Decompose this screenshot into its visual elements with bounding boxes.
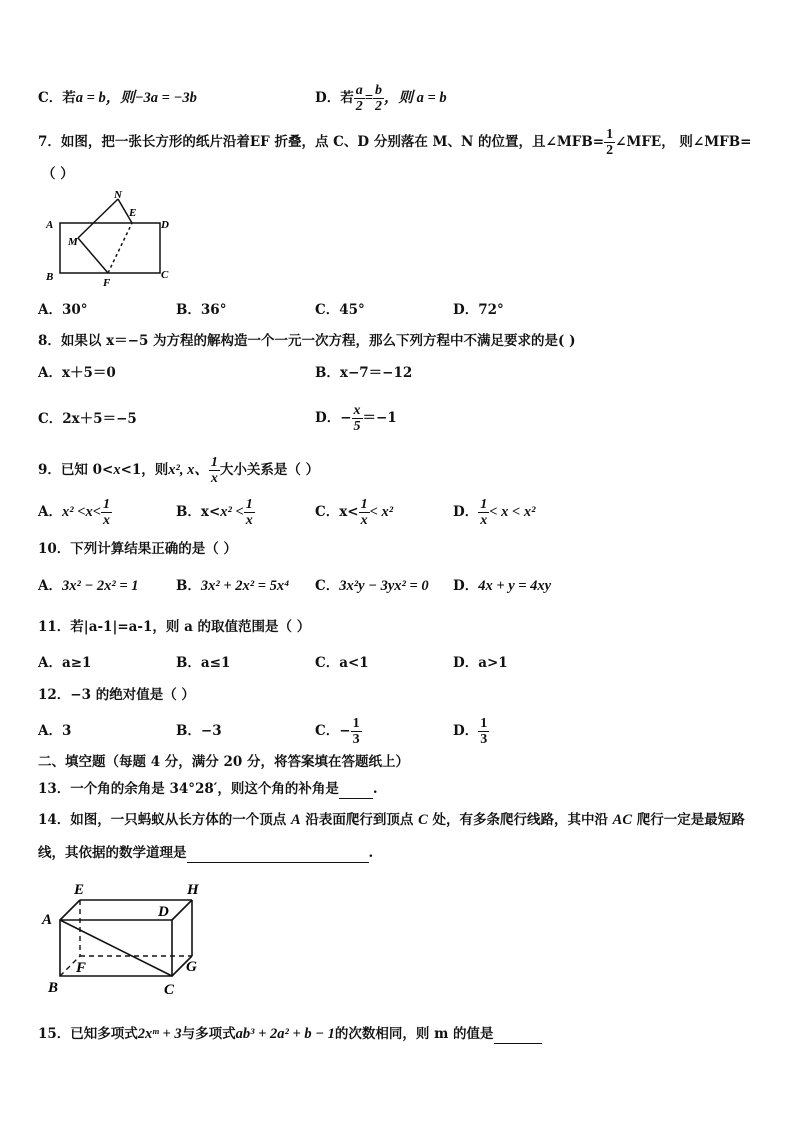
q7-label-a: A xyxy=(46,219,54,231)
q14-label-c: C xyxy=(164,982,175,998)
q10-option-c: C．3x²y − 3yx² = 0 xyxy=(315,578,429,594)
q8-option-b: B．x−7＝−12 xyxy=(315,365,413,381)
q14-label-a: A xyxy=(42,912,53,928)
q14-label-e: E xyxy=(74,882,85,898)
q8-option-c: C．2x＋5＝−5 xyxy=(38,411,137,427)
q11-option-b: B．a≤1 xyxy=(176,655,231,671)
q7-question: 7．如图，把一张长方形的纸片沿着EF 折叠，点 C、D 分别落在 M、N 的位置，且∠MFB= $\frac{1}{2}$ ∠MFE， 则∠MFB= xyxy=(38,126,752,158)
q14-question-line1: 14．如图，一只蚂蚁从长方体的一个顶点 A 沿表面爬行到顶点 C 处，有多条爬行线路，其中沿 AC 爬行一定是最短路 xyxy=(38,812,745,828)
q11-option-c: C．a<1 xyxy=(315,655,369,671)
q10-option-a: A．3x² − 2x² = 1 xyxy=(38,578,139,594)
q13-question: 13．一个角的余角是 34°28′，则这个角的补角是 . xyxy=(38,781,378,797)
q12-option-c: C．− $\frac{1}{3}$ xyxy=(315,715,360,747)
q10-option-d: D．4x + y = 4xy xyxy=(453,578,552,594)
q14-label-d: D xyxy=(158,904,169,920)
q7-label-c: C xyxy=(161,269,169,281)
q7-option-c: C．45° xyxy=(315,302,365,318)
q14-cuboid-figure xyxy=(38,878,213,998)
q6-option-c: C．若a = b，则−3a = −3b xyxy=(38,90,197,106)
q7-label-m: M xyxy=(68,236,78,248)
q9-question: 9．已知 0< x <1，则 x², x、 $\frac{1}{x}$ 大小关系是（ ） xyxy=(38,454,320,486)
q11-option-d: D．a>1 xyxy=(453,655,508,671)
q6-option-d: D．若 $\frac{a}{2}$ = $\frac{b}{2}$ ，则 a = b xyxy=(315,82,447,114)
q9-option-b: B．x< x² < $\frac{1}{x}$ xyxy=(176,496,253,528)
q7-folded-rectangle-figure xyxy=(40,190,180,290)
q7-label-e: E xyxy=(129,207,137,219)
q7-label-d: D xyxy=(161,219,169,231)
q15-question: 15．已知多项式2xᵐ + 3与多项式ab³ + 2a² + b − 1的次数相同，则 m 的值是 xyxy=(38,1025,542,1044)
q7-option-b: B．36° xyxy=(176,302,227,318)
q7-option-a: A．30° xyxy=(38,302,88,318)
q11-option-a: A．a≥1 xyxy=(38,655,92,671)
q8-question: 8．如果以 x＝−5 为方程的解构造一个一元一次方程，那么下列方程中不满足要求的是( ) xyxy=(38,333,576,349)
q12-question: 12．−3 的绝对值是（ ） xyxy=(38,687,195,703)
q12-option-d: D． $\frac{1}{3}$ xyxy=(453,715,488,747)
q7-label-f: F xyxy=(103,277,111,289)
q14-label-h: H xyxy=(187,882,199,898)
q12-option-b: B．−3 xyxy=(176,723,222,739)
q7-option-d: D．72° xyxy=(453,302,504,318)
q14-label-g: G xyxy=(186,959,197,975)
q9-option-c: C．x< $\frac{1}{x}$ < x² xyxy=(315,496,394,528)
q9-option-d: D． $\frac{1}{x}$ < x < x² xyxy=(453,496,536,528)
q12-option-a: A．3 xyxy=(38,723,72,739)
q9-option-a: A． x² <x< $\frac{1}{x}$ xyxy=(38,496,110,528)
q7-label-b: B xyxy=(46,271,54,283)
q10-question: 10．下列计算结果正确的是（ ） xyxy=(38,541,237,557)
q11-question: 11．若|a-1|=a-1，则 a 的取值范围是（ ） xyxy=(38,619,311,635)
q14-question-line2: 线，其依据的数学道理是 . xyxy=(38,845,374,861)
q8-option-a: A．x＋5＝0 xyxy=(38,365,116,381)
q8-option-d: D．− $\frac{x}{5}$ ＝−1 xyxy=(315,402,397,434)
q7-answer-paren: （ ） xyxy=(42,166,74,182)
q14-label-b: B xyxy=(48,980,59,996)
q14-label-f: F xyxy=(76,960,87,976)
q10-option-b: B．3x² + 2x² = 5x⁴ xyxy=(176,578,290,594)
q7-label-n: N xyxy=(114,190,122,201)
section-heading-fill-in: 二、填空题（每题 4 分，满分 20 分，将答案填在答题纸上） xyxy=(38,754,409,770)
